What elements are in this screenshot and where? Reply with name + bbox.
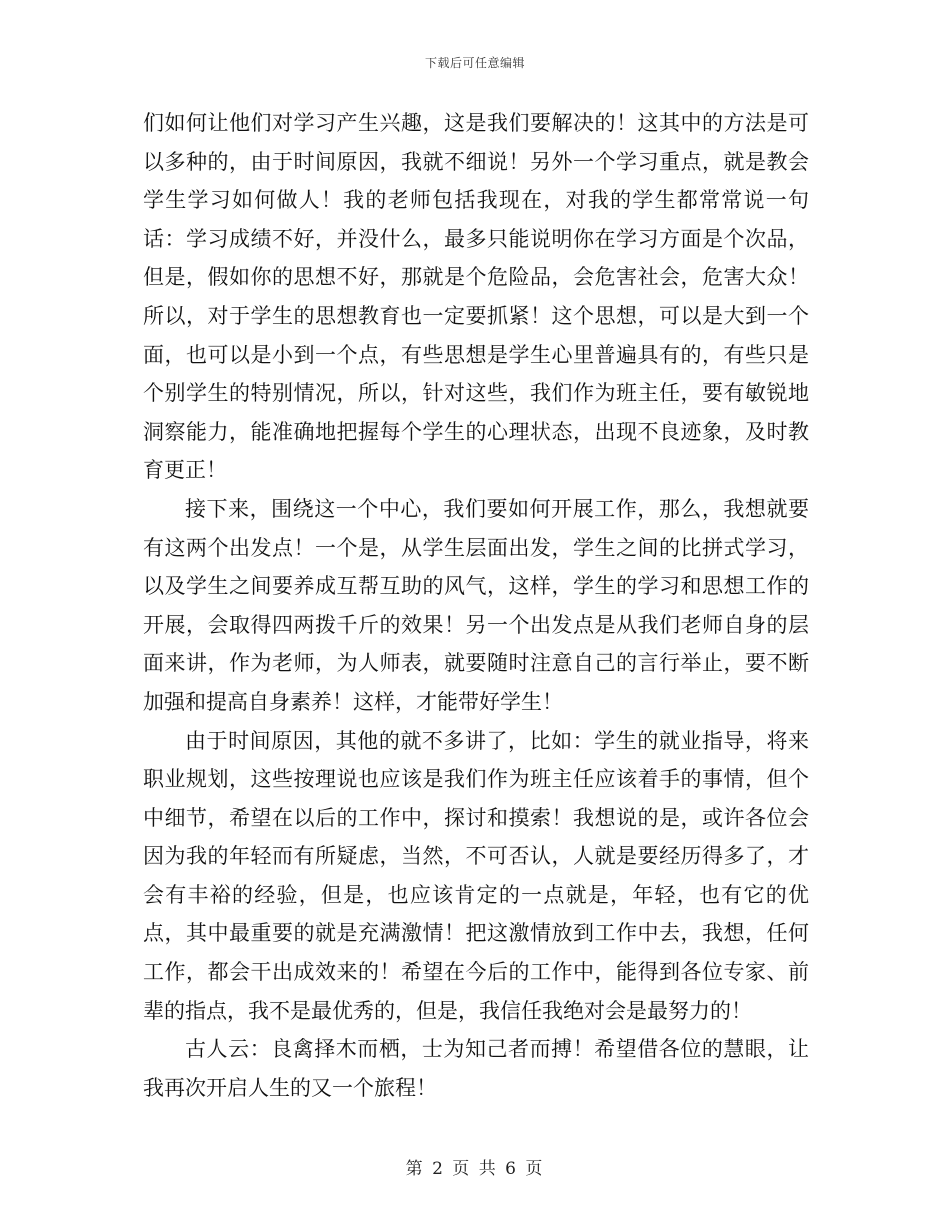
paragraph-4: 古人云：良禽择木而栖，士为知己者而搏！希望借各位的慧眼，让我再次开启人生的又一个旅程！	[143, 1037, 809, 1100]
page-footer: 第 2 页 共 6 页	[405, 1159, 545, 1179]
paragraph-3: 由于时间原因，其他的就不多讲了，比如：学生的就业指导，将来职业规划，这些按理说也应该是我们作为班主任应该着手的事情，但个中细节，希望在以后的工作中，探讨和摸索！我想说的是，或许各位会因为我的年轻而有所疑虑，当然，不可否认，人就是要经历得多了，才会有丰裕的经验，但是，也应该肯定的一点就是，年轻，也有它的优点，其中最重要的就是充满激情！把这激情放到工作中去，我想，任何工作，都会干出成效来的！希望在今后的工作中，能得到各位专家、前辈的指点，我不是最优秀的，但是，我信任我绝对会是最努力的！	[143, 728, 809, 1023]
paragraph-1: 们如何让他们对学习产生兴趣，这是我们要解决的！这其中的方法是可以多种的，由于时间原因，我就不细说！另外一个学习重点，就是教会学生学习如何做人！我的老师包括我现在，对我的学生都常常说一句话：学习成绩不好，并没什么，最多只能说明你在学习方面是个次品，但是，假如你的思想不好，那就是个危险品，会危害社会，危害大众！所以，对于学生的思想教育也一定要抓紧！这个思想，可以是大到一个面，也可以是小到一个点，有些思想是学生心里普遍具有的，有些只是个别学生的特别情况，所以，针对这些，我们作为班主任，要有敏锐地洞察能力，能准确地把握每个学生的心理状态，出现不良迹象，及时教育更正！	[143, 111, 809, 483]
page-header: 下载后可任意编辑	[424, 56, 525, 70]
body-text	[143, 104, 809, 1107]
paragraph-2: 接下来，围绕这一个中心，我们要如何开展工作，那么，我想就要有这两个出发点！一个是，从学生层面出发，学生之间的比拼式学习，以及学生之间要养成互帮互助的风气，这样，学生的学习和思想工作的开展，会取得四两拨千斤的效果！另一个出发点是从我们老师自身的层面来讲，作为老师，为人师表，就要随时注意自己的言行举止，要不断加强和提高自身素养！这样，才能带好学生！	[143, 496, 809, 714]
